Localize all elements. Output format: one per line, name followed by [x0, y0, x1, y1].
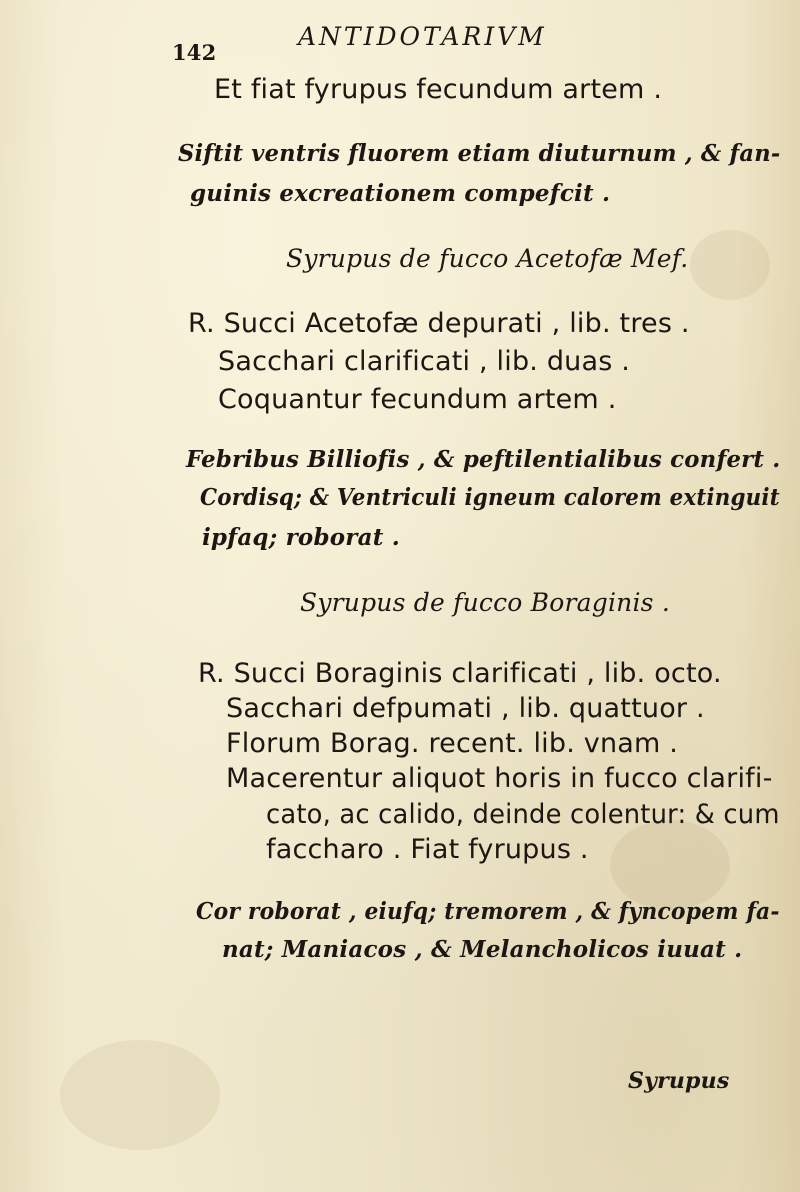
text-line: guinis excreationem compefcit .	[190, 180, 611, 207]
text-line: Siftit ventris fluorem etiam diuturnum , & fan-	[178, 140, 781, 167]
text-line: Sacchari defpumati , lib. quattuor .	[226, 693, 705, 724]
text-line: R. Succi Acetofæ depurati , lib. tres .	[188, 308, 690, 339]
running-title: ANTIDOTARIVM	[298, 22, 547, 51]
text-line: R. Succi Boraginis clarificati , lib. octo.	[198, 658, 722, 689]
catchword: Syrupus	[628, 1068, 730, 1094]
text-line: Macerentur aliquot horis in fucco clarifi-	[226, 763, 773, 794]
text-line: Florum Borag. recent. lib. vnam .	[226, 728, 679, 759]
text-line: Sacchari clarificati , lib. duas .	[218, 346, 631, 377]
recipe-heading: Syrupus de fucco Boraginis .	[300, 588, 670, 617]
text-line: nat; Maniacos , & Melancholicos iuuat .	[222, 936, 743, 963]
paper-stain	[610, 820, 730, 910]
text-line: Cordisq; & Ventriculi igneum calorem extinguit	[200, 484, 780, 511]
text-line: ipfaq; roborat .	[202, 524, 400, 551]
text-line: Cor roborat , eiufq; tremorem , & fyncopem fa-	[196, 898, 780, 925]
recipe-heading: Syrupus de fucco Acetofæ Mef.	[286, 244, 689, 273]
text-line: cato, ac calido, deinde colentur: & cum	[266, 799, 780, 830]
text-line: faccharo . Fiat fyrupus .	[266, 834, 589, 865]
text-line: Coquantur fecundum artem .	[218, 384, 617, 415]
text-line: Et fiat fyrupus fecundum artem .	[214, 74, 663, 105]
paper-stain	[690, 230, 770, 300]
paper-stain	[60, 1040, 220, 1150]
page-number: 142	[172, 40, 217, 65]
text-line: Febribus Billiofis , & peftilentialibus confert .	[186, 446, 781, 473]
